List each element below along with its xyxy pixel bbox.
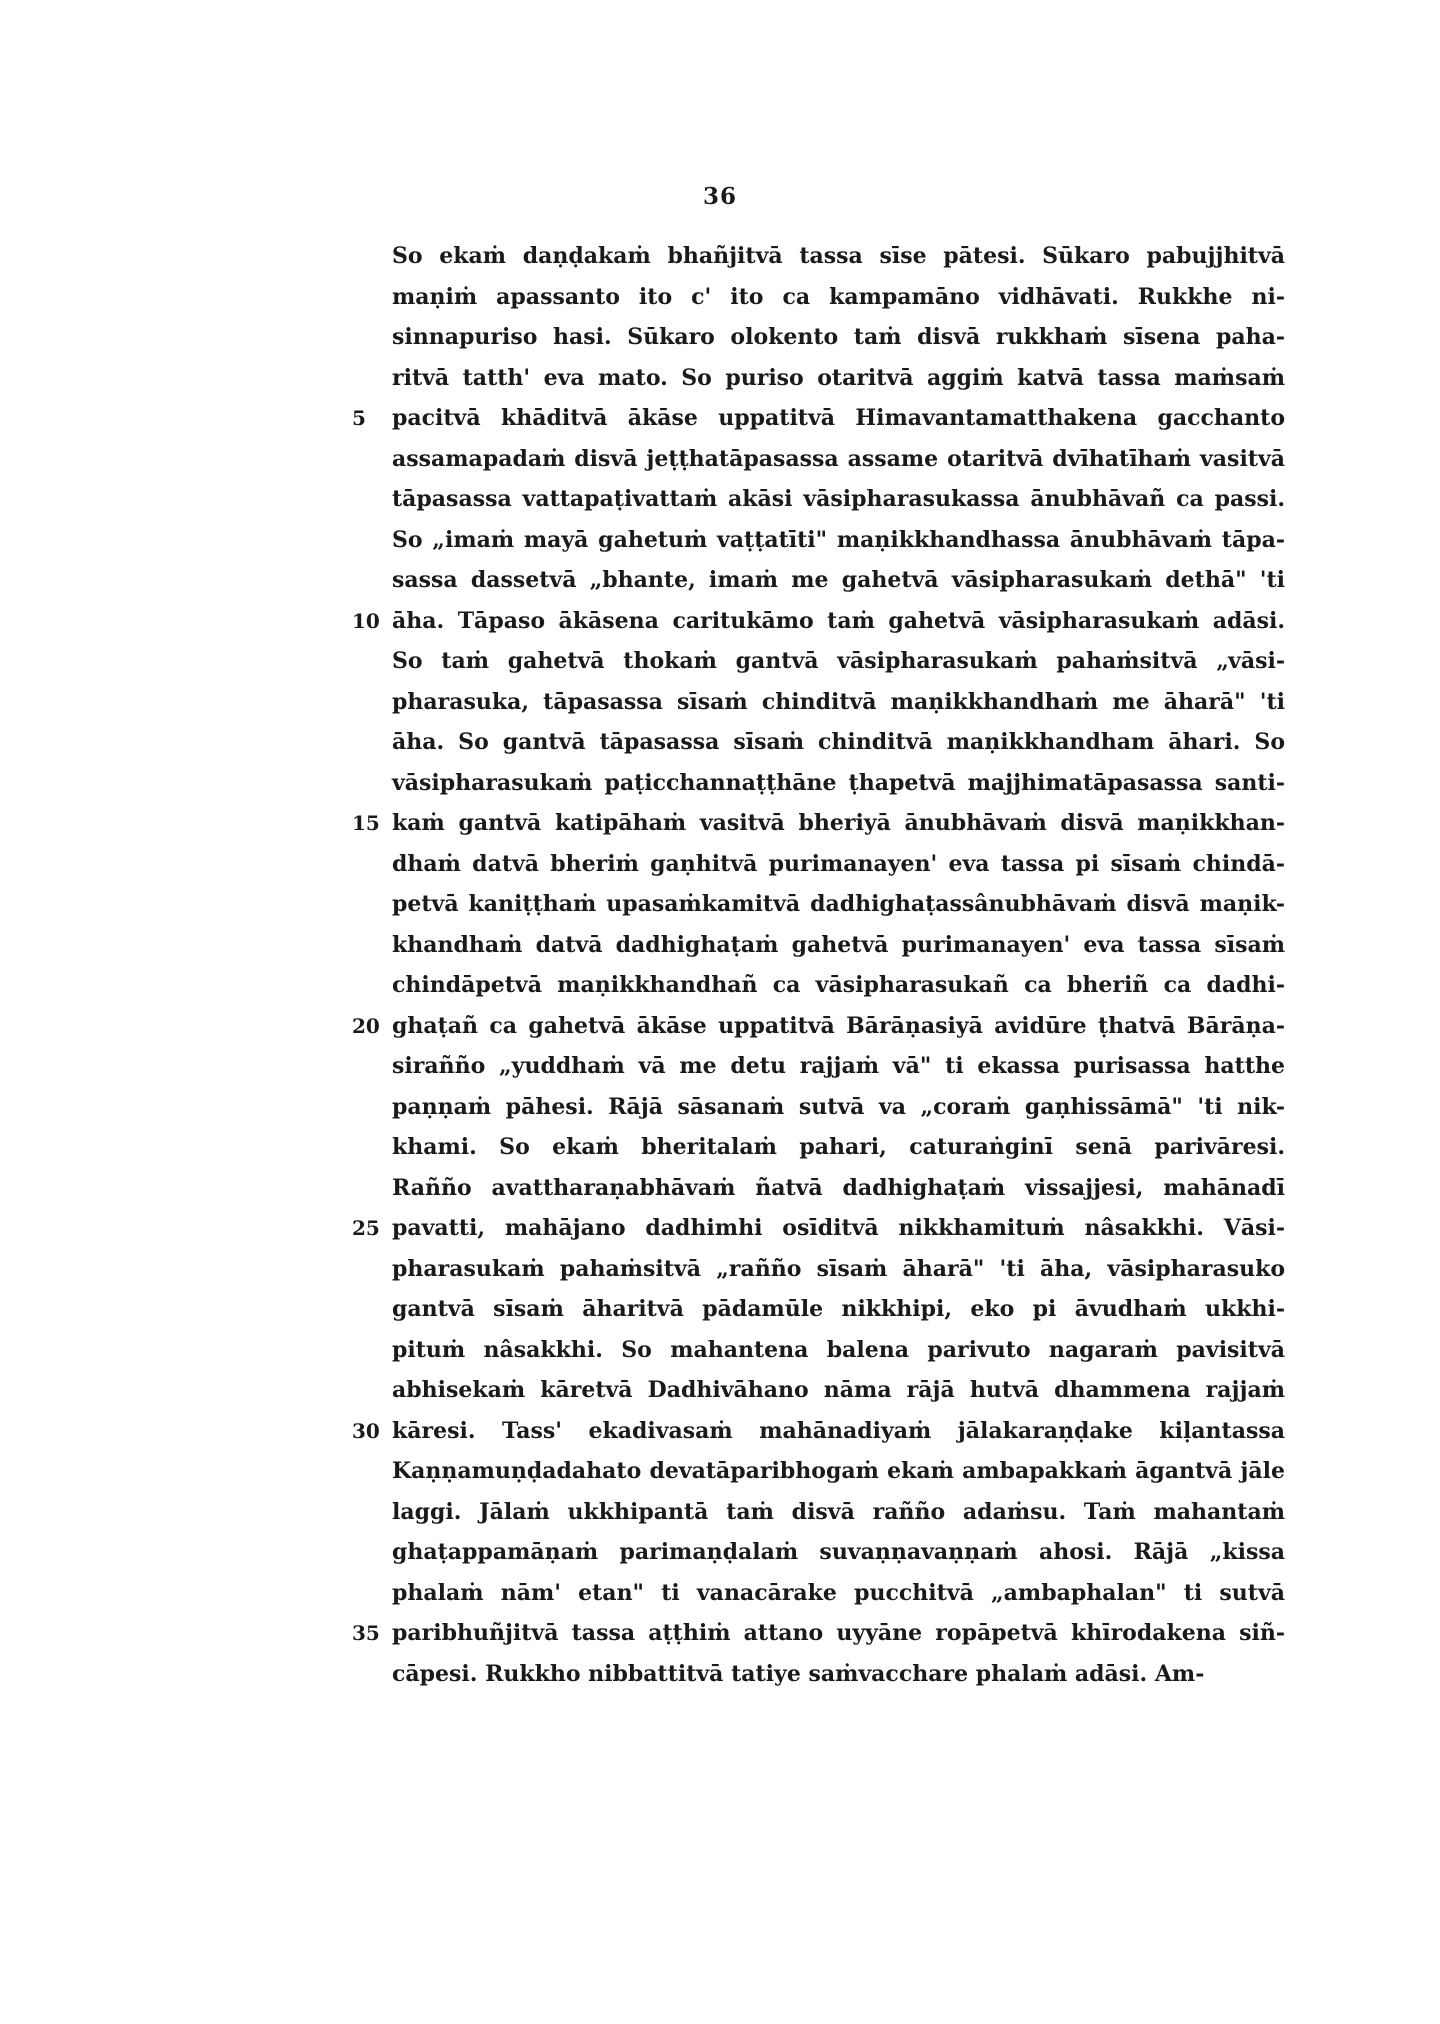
- line-number: 10: [352, 608, 380, 633]
- text-line: [392, 763, 1285, 804]
- line-number: 5: [352, 406, 366, 430]
- line-text: tāpasassa vattapaṭivattaṁ akāsi vāsipharasukassa ānubhāvañ ca passi.: [392, 486, 1285, 512]
- line-text: paṇṇaṁ pāhesi. Rājā sāsanaṁ sutvā va „coraṁ gaṇhissāmā" 'ti nik-: [392, 1093, 1285, 1120]
- text-line: [392, 1654, 1285, 1695]
- text-line: [392, 925, 1285, 966]
- line-number: 35: [352, 1621, 380, 1645]
- text-line: [392, 1532, 1285, 1573]
- line-text: paribhuñjitvā tassa aṭṭhiṁ attano uyyāne ropāpetvā khīrodakena siñ-: [392, 1620, 1285, 1646]
- line-text: pituṁ nâsakkhi. So mahantena balena parivuto nagaraṁ pavisitvā: [392, 1336, 1285, 1363]
- line-text: khami. So ekaṁ bheritalaṁ pahari, caturaṅginī senā parivāresi.: [392, 1134, 1285, 1160]
- text-line: [392, 1046, 1285, 1087]
- line-text: ghaṭañ ca gahetvā ākāse uppatitvā Bārāṇasiyā avidūre ṭhatvā Bārāṇa-: [392, 1012, 1285, 1039]
- text-line: [392, 358, 1285, 399]
- text-line: [392, 1168, 1285, 1209]
- text-line: [352, 1613, 1285, 1654]
- line-number: 20: [352, 1013, 380, 1038]
- line-text: āha. Tāpaso ākāsena caritukāmo taṁ gahetvā vāsipharasukaṁ adāsi.: [392, 607, 1285, 634]
- text-line: [352, 803, 1285, 844]
- line-text: abhisekaṁ kāretvā Dadhivāhano nāma rājā hutvā dhammena rajjaṁ: [392, 1377, 1285, 1403]
- line-text: assamapadaṁ disvā jeṭṭhatāpasassa assame otaritvā dvīhatīhaṁ vasitvā: [392, 445, 1285, 472]
- text-line: [392, 1330, 1285, 1371]
- text-line: [352, 1006, 1285, 1047]
- line-text: maṇiṁ apassanto ito c' ito ca kampamāno vidhāvati. Rukkhe ni-: [392, 283, 1285, 310]
- line-text: khandhaṁ datvā dadhighaṭaṁ gahetvā purimanayen' eva tassa sīsaṁ: [392, 931, 1285, 958]
- text-line: [392, 1492, 1285, 1533]
- text-line: [392, 1249, 1285, 1290]
- line-text: pharasuka, tāpasassa sīsaṁ chinditvā maṇikkhandhaṁ me āharā" 'ti: [392, 688, 1285, 715]
- line-text: Kaṇṇamuṇḍadahato devatāparibhogaṁ ekaṁ ambapakkaṁ āgantvā jāle: [392, 1458, 1285, 1484]
- page-number: 36: [702, 183, 737, 210]
- line-text: dhaṁ datvā bheriṁ gaṇhitvā purimanayen' eva tassa pi sīsaṁ chindā-: [392, 850, 1285, 877]
- line-text: So taṁ gahetvā thokaṁ gantvā vāsipharasukaṁ pahaṁsitvā „vāsi-: [392, 648, 1285, 674]
- line-text: gantvā sīsaṁ āharitvā pādamūle nikkhipi, eko pi āvudhaṁ ukkhi-: [392, 1296, 1285, 1322]
- line-text: So ekaṁ daṇḍakaṁ bhañjitvā tassa sīse pātesi. Sūkaro pabujjhitvā: [392, 243, 1285, 269]
- text-line: [392, 277, 1285, 318]
- text-line: [392, 844, 1285, 885]
- line-text: sinnapuriso hasi. Sūkaro olokento taṁ disvā rukkhaṁ sīsena paha-: [392, 324, 1285, 350]
- line-number: 30: [352, 1418, 380, 1443]
- line-text: vāsipharasukaṁ paṭicchannaṭṭhāne ṭhapetvā majjhimatāpasassa santi-: [392, 769, 1285, 796]
- line-text: chindāpetvā maṇikkhandhañ ca vāsipharasukañ ca bheriñ ca dadhi-: [392, 972, 1285, 998]
- text-line: [392, 439, 1285, 480]
- line-text: kāresi. Tass' ekadivasaṁ mahānadiyaṁ jālakaraṇḍake kiḷantassa: [392, 1417, 1285, 1444]
- line-text: So „imaṁ mayā gahetuṁ vaṭṭatīti" maṇikkhandhassa ānubhāvaṁ tāpa-: [392, 526, 1285, 553]
- text-line: [392, 1370, 1285, 1411]
- line-text: Rañño avattharaṇabhāvaṁ ñatvā dadhighaṭaṁ vissajjesi, mahānadī: [392, 1174, 1285, 1201]
- line-text: kaṁ gantvā katipāhaṁ vasitvā bheriyā ānubhāvaṁ disvā maṇikkhan-: [392, 810, 1285, 836]
- line-text: pavatti, mahājano dadhimhi osīditvā nikkhamituṁ nâsakkhi. Vāsi-: [392, 1215, 1285, 1241]
- line-text: cāpesi. Rukkho nibbattitvā tatiye saṁvacchare phalaṁ adāsi. Am-: [392, 1660, 1205, 1687]
- line-text: ghaṭappamāṇaṁ parimaṇḍalaṁ suvaṇṇavaṇṇaṁ ahosi. Rājā „kissa: [392, 1539, 1285, 1565]
- text-line: [392, 1289, 1285, 1330]
- line-text: phalaṁ nām' etan" ti vanacārake pucchitvā „ambaphalan" ti sutvā: [392, 1579, 1285, 1606]
- line-text: sassa dassetvā „bhante, imaṁ me gahetvā vāsipharasukaṁ dethā" 'ti: [392, 567, 1285, 593]
- text-line: [392, 884, 1285, 925]
- line-number: 15: [352, 811, 380, 835]
- text-line: [392, 479, 1285, 520]
- text-line: [392, 1451, 1285, 1492]
- text-line: [392, 1087, 1285, 1128]
- body-text: [352, 236, 1285, 1694]
- text-line: [352, 601, 1285, 642]
- line-text: siraññо „yuddhaṁ vā me detu rajjaṁ vā" ti ekassa purisassa hatthe: [392, 1053, 1285, 1079]
- line-number: 25: [352, 1216, 380, 1240]
- text-line: [392, 682, 1285, 723]
- line-text: āha. So gantvā tāpasassa sīsaṁ chinditvā maṇikkhandham āhari. So: [392, 729, 1285, 755]
- line-text: petvā kaniṭṭhaṁ upasaṁkamitvā dadhighaṭassânubhāvaṁ disvā maṇik-: [392, 891, 1285, 917]
- line-text: laggi. Jālaṁ ukkhipantā taṁ disvā rañño adaṁsu. Taṁ mahantaṁ: [392, 1498, 1285, 1525]
- line-text: pharasukaṁ pahaṁsitvā „rañño sīsaṁ āharā" 'ti āha, vāsipharasuko: [392, 1255, 1285, 1282]
- line-text: ritvā tatth' eva mato. So puriso otaritvā aggiṁ katvā tassa maṁsaṁ: [392, 364, 1285, 391]
- text-line: [392, 965, 1285, 1006]
- text-line: [392, 317, 1285, 358]
- text-line: [352, 1411, 1285, 1452]
- text-line: [392, 722, 1285, 763]
- text-line: [392, 520, 1285, 561]
- text-line: [392, 1127, 1285, 1168]
- text-line: [392, 641, 1285, 682]
- text-line: [392, 560, 1285, 601]
- text-line: [392, 1573, 1285, 1614]
- line-text: pacitvā khāditvā ākāse uppatitvā Himavantamatthakena gacchanto: [392, 405, 1285, 431]
- text-line: [352, 1208, 1285, 1249]
- text-line: [392, 236, 1285, 277]
- text-line: [352, 398, 1285, 439]
